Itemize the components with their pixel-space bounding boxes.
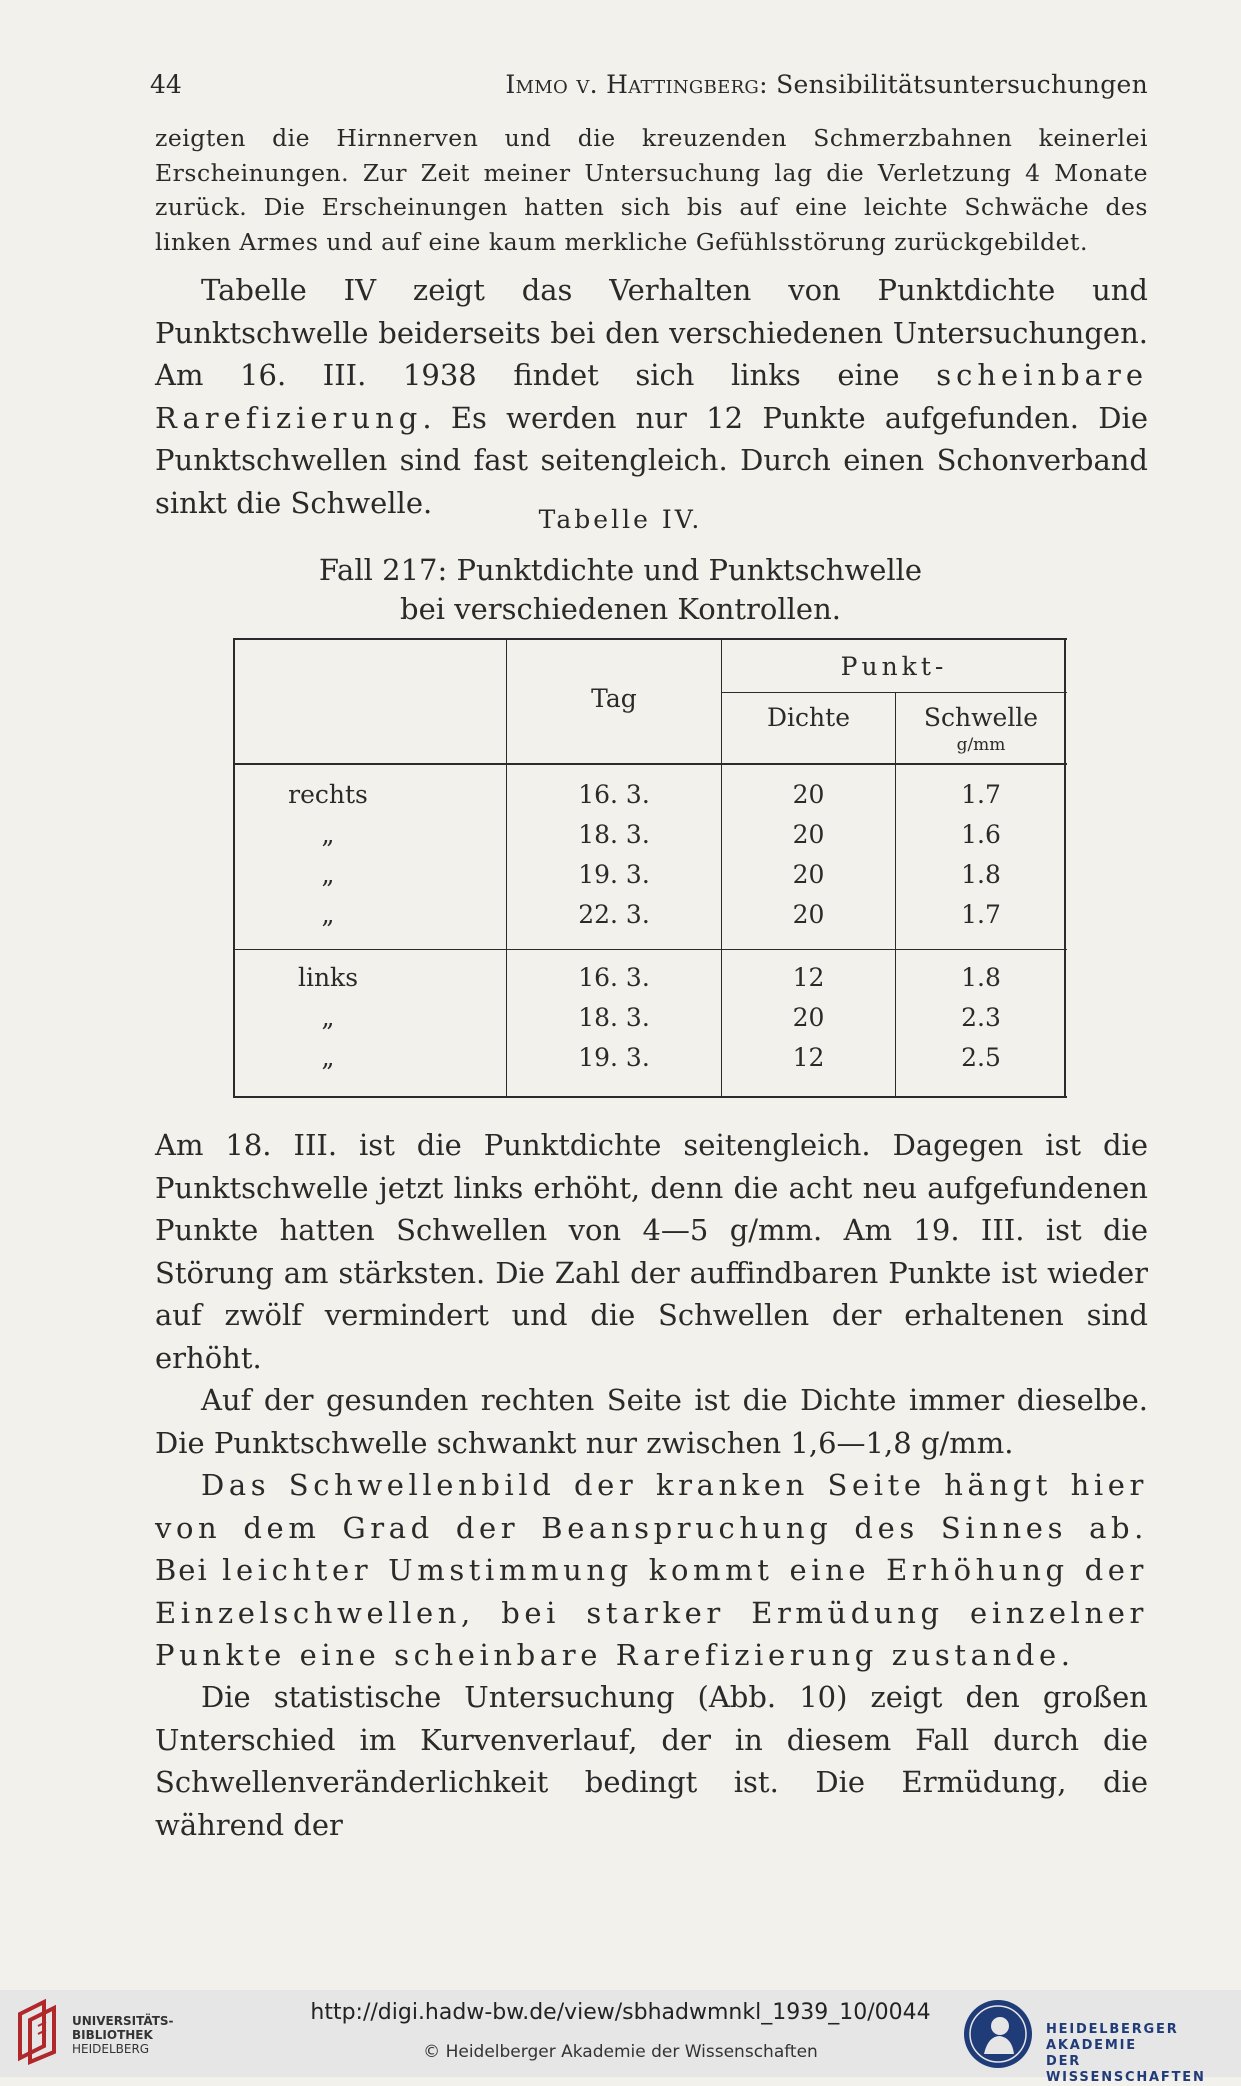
cell-schwelle: 1.7 bbox=[961, 780, 1001, 809]
table-title bbox=[0, 551, 1241, 629]
cell-schwelle: 2.3 bbox=[961, 1003, 1001, 1032]
paragraph-3: Am 18. III. ist die Punktdichte seitengleich. Dagegen ist die Punktschwelle jetzt links erhöht, denn die acht neu aufgefundenen Punkte hatten Schwellen von 4—5 g/mm. Am 19. III. ist die Störung am stärksten. Die Zahl der auffindbaren Punkte ist wieder auf zwölf vermindert und die Schwellen der erhaltenen sind erhöht. bbox=[155, 1128, 1148, 1375]
cell-schwelle: 1.8 bbox=[961, 860, 1001, 889]
cell-tag: 16. 3. bbox=[578, 780, 650, 809]
table-header-rule bbox=[233, 763, 1067, 765]
library-logo-line-2: BIBLIOTHEK bbox=[72, 2028, 153, 2042]
cell-tag: 18. 3. bbox=[578, 1003, 650, 1032]
library-logo-line-3: HEIDELBERG bbox=[72, 2042, 150, 2056]
cell-side: „ bbox=[321, 860, 335, 889]
academy-logo bbox=[958, 1996, 1228, 2085]
academy-seal-icon bbox=[958, 1996, 1038, 2072]
cell-tag: 16. 3. bbox=[578, 963, 650, 992]
running-header bbox=[150, 70, 1148, 106]
col-header-tag: Tag bbox=[591, 684, 637, 713]
cell-side: „ bbox=[321, 820, 335, 849]
paragraph-6: Die statistische Untersuchung (Abb. 10) zeigt den großen Unterschied im Kurvenverlauf, der in diesem Fall durch die Schwellenveränderlichkeit bedingt ist. Die Ermüdung, die während der bbox=[155, 1680, 1148, 1842]
paragraph-2 bbox=[155, 269, 1148, 524]
cell-dichte: 12 bbox=[792, 1043, 825, 1072]
footer-bar bbox=[0, 1990, 1241, 2085]
cell-dichte: 12 bbox=[792, 963, 825, 992]
table-bottom-border bbox=[233, 1096, 1067, 1098]
cell-tag: 18. 3. bbox=[578, 820, 650, 849]
paragraph-2-text-after: . Es werden nur 12 Punkte aufgefunden. Die Punktschwellen sind fast seitengleich. Durch einen Schonverband sinkt die Schwelle. bbox=[155, 400, 1148, 520]
data-table bbox=[233, 638, 1067, 1098]
cell-dichte: 20 bbox=[792, 780, 825, 809]
copyright-text: © Heidelberger Akademie der Wissenschaften bbox=[423, 2042, 818, 2062]
table-caption: Tabelle IV. bbox=[538, 505, 703, 534]
col-header-punkt: Punkt- bbox=[840, 652, 948, 681]
cell-schwelle: 1.7 bbox=[961, 900, 1001, 929]
cell-side: „ bbox=[321, 900, 335, 929]
running-title bbox=[505, 70, 1148, 99]
cell-schwelle: 1.8 bbox=[961, 963, 1001, 992]
cell-dichte: 20 bbox=[792, 1003, 825, 1032]
cell-schwelle: 2.5 bbox=[961, 1043, 1001, 1072]
paragraph-1: zeigten die Hirnnerven und die kreuzenden Schmerzbahnen keinerlei Erscheinungen. Zur Zeit meiner Untersuchung lag die Verletzung 4 Monate zurück. Die Erscheinungen hatten sich bis auf eine leichte Schwäche des linken Armes und auf eine kaum merkliche Gefühlsstörung zurückgebildet. bbox=[155, 124, 1148, 256]
paragraph-2-emphasis: scheinbare Rarefizierung bbox=[155, 358, 1148, 435]
cell-side: rechts bbox=[288, 780, 368, 809]
cell-side: „ bbox=[321, 1043, 335, 1072]
cell-tag: 19. 3. bbox=[578, 860, 650, 889]
col-header-dichte: Dichte bbox=[767, 703, 850, 732]
library-logo-line-1: UNIVERSITÄTS- bbox=[72, 2014, 174, 2028]
academy-logo-line-1: HEIDELBERGER AKADEMIE bbox=[1046, 2022, 1179, 2053]
running-title-separator: : bbox=[759, 70, 768, 99]
cell-tag: 19. 3. bbox=[578, 1043, 650, 1072]
running-title-author: Immo v. Hattingberg bbox=[505, 70, 760, 99]
paragraph-5 bbox=[155, 1464, 1148, 1677]
cell-schwelle: 1.6 bbox=[961, 820, 1001, 849]
cell-dichte: 20 bbox=[792, 900, 825, 929]
paragraph-4: Auf der gesunden rechten Seite ist die Dichte immer dieselbe. Die Punktschwelle schwankt nur zwischen 1,6—1,8 g/mm. bbox=[155, 1383, 1148, 1460]
cell-dichte: 20 bbox=[792, 820, 825, 849]
academy-logo-text bbox=[1046, 2022, 1228, 2086]
table-title-line-2: bei verschiedenen Kontrollen. bbox=[400, 592, 841, 626]
table-group-rule bbox=[233, 949, 1067, 950]
cell-side: links bbox=[297, 963, 359, 992]
paragraph-5-spaced-1: Das Schwellenbild der kranken Seite hängt hier von dem Grad der Beanspruchung des Sinnes ab. bbox=[155, 1468, 1148, 1545]
col-header-schwelle: Schwelle bbox=[923, 703, 1039, 732]
table-subheader-rule bbox=[721, 692, 1067, 693]
paragraph-5-spaced-2: leichter Umstimmung kommt eine Erhöhung der Einzelschwellen, bei starker Ermüdung einzelner Punkte eine scheinbare Rarefizierung zustande. bbox=[155, 1553, 1148, 1672]
cell-tag: 22. 3. bbox=[578, 900, 650, 929]
cell-dichte: 20 bbox=[792, 860, 825, 889]
paragraph-2-text-before: Tabelle IV zeigt das Verhalten von Punktdichte und Punktschwelle beiderseits bei den verschiedenen Untersuchungen. Am 16. III. 1938 findet sich links eine bbox=[155, 273, 1148, 392]
cell-side: „ bbox=[321, 1003, 335, 1032]
table-top-border bbox=[233, 638, 1067, 640]
paragraph-5-normal: Bei bbox=[155, 1553, 223, 1587]
page-number: 44 bbox=[150, 70, 182, 99]
col-header-schwelle-unit: g/mm bbox=[956, 735, 1006, 755]
source-url-link[interactable]: http://digi.hadw-bw.de/view/sbhadwmnkl_1939_10/0044 bbox=[310, 2000, 931, 2025]
table-title-line-1: Fall 217: Punktdichte und Punktschwelle bbox=[318, 553, 923, 587]
academy-logo-line-2: DER WISSENSCHAFTEN bbox=[1046, 2054, 1206, 2085]
running-title-subject: Sensibilitätsuntersuchungen bbox=[776, 70, 1148, 99]
